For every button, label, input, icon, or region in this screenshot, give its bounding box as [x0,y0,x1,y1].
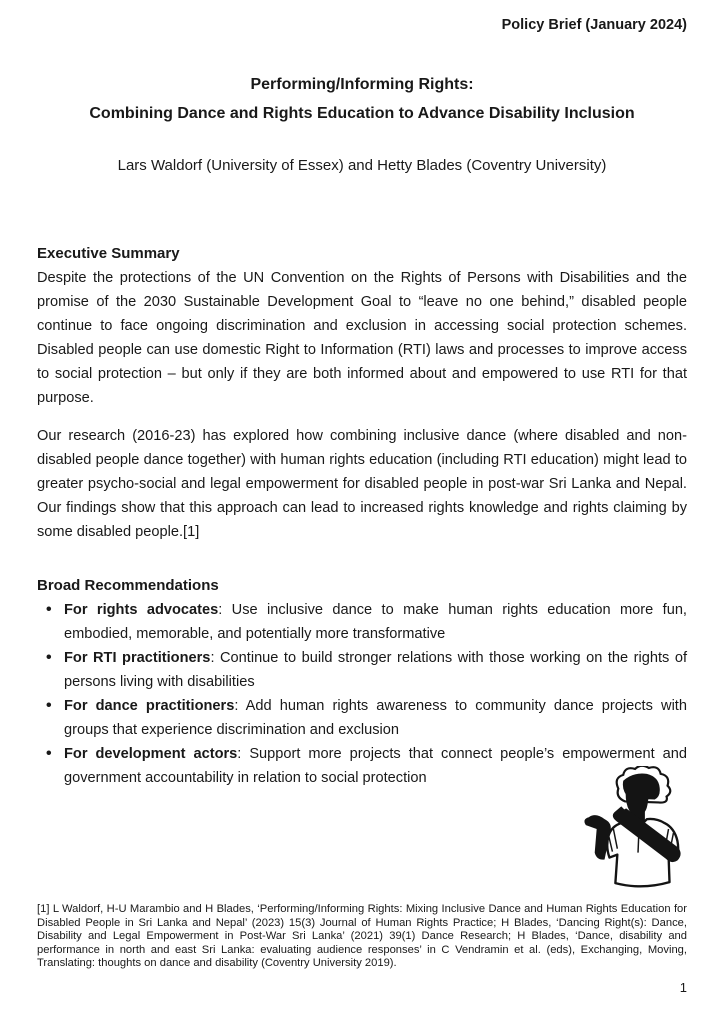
executive-summary-paragraph-2: Our research (2016-23) has explored how combining inclusive dance (where disabled and non-disabled people dance together) with human rights education (including RTI education) might lead to greater psycho-social and legal empowerment for disabled people in post-war Sri Lanka and Nepal. Our findings show that this approach can lead to increased rights knowledge and rights claiming by some disabled people.[1] [37,428,687,540]
page-number: 1 [679,980,687,995]
recommendation-lead: For development actors [64,746,238,762]
recommendation-text: : Use inclusive dance to make human rights education more fun, embodied, memorable, and potentially more transformative [64,602,687,642]
document-title [37,70,687,128]
footnote: [1] L Waldorf, H-U Marambio and H Blades, ‘Performing/Informing Rights: Mixing Inclusive Dance and Human Rights Education for Disabled People in Sri Lanka and Nepal’ (2023) 15(3) Journal of Human Rights Practice; H Blades, ‘Dancing Right(s): Dance, Disability and Legal Empowerment in Post-War Sri Lanka’ (2021) 39(1) Dance Research; H Blades, ‘Dance, disability and performance in north and east Sri Lanka: evaluating audience responses’ in C Vendramin et al. (eds), Exchanging, Moving, Translating: thoughts on dance and disability (Coventry University 2019). [37,903,687,970]
recommendation-lead: For rights advocates [64,602,219,618]
recommendations-heading: Broad Recommendations [37,577,219,594]
recommendations-list [37,598,687,790]
executive-summary-section [37,242,687,544]
recommendation-text: : Continue to build stronger relations with those working on the rights of persons living with disabilities [64,650,687,690]
recommendation-lead: For RTI practitioners [64,650,211,666]
title-line-2: Combining Dance and Rights Education to Advance Disability Inclusion [89,105,635,122]
header-label: Policy Brief (January 2024) [501,17,687,33]
person-illustration [580,766,698,892]
recommendation-lead: For dance practitioners [64,698,235,714]
title-line-1: Performing/Informing Rights: [250,76,474,93]
recommendation-item [37,694,687,742]
recommendations-section [37,574,687,790]
authors-line: Lars Waldorf (University of Essex) and Hetty Blades (Coventry University) [117,157,607,174]
executive-summary-heading: Executive Summary [37,245,180,262]
recommendation-text: : Support more projects that connect people’s empowerment and government accountability in relation to social protection [64,746,687,786]
recommendation-item [37,646,687,694]
signing-person-icon [580,766,698,892]
recommendation-text: : Add human rights awareness to community dance projects with groups that experience discrimination and exclusion [64,698,687,738]
executive-summary-paragraph-1: Despite the protections of the UN Convention on the Rights of Persons with Disabilities and the promise of the 2030 Sustainable Development Goal to “leave no one behind,” disabled people continue to face ongoing discrimination and exclusion in accessing social protection schemes. Disabled people can use domestic Right to Information (RTI) laws and processes to improve access to social protection – but only if they are both informed about and empowered to use RTI for that purpose. [37,270,687,406]
recommendation-item [37,598,687,646]
